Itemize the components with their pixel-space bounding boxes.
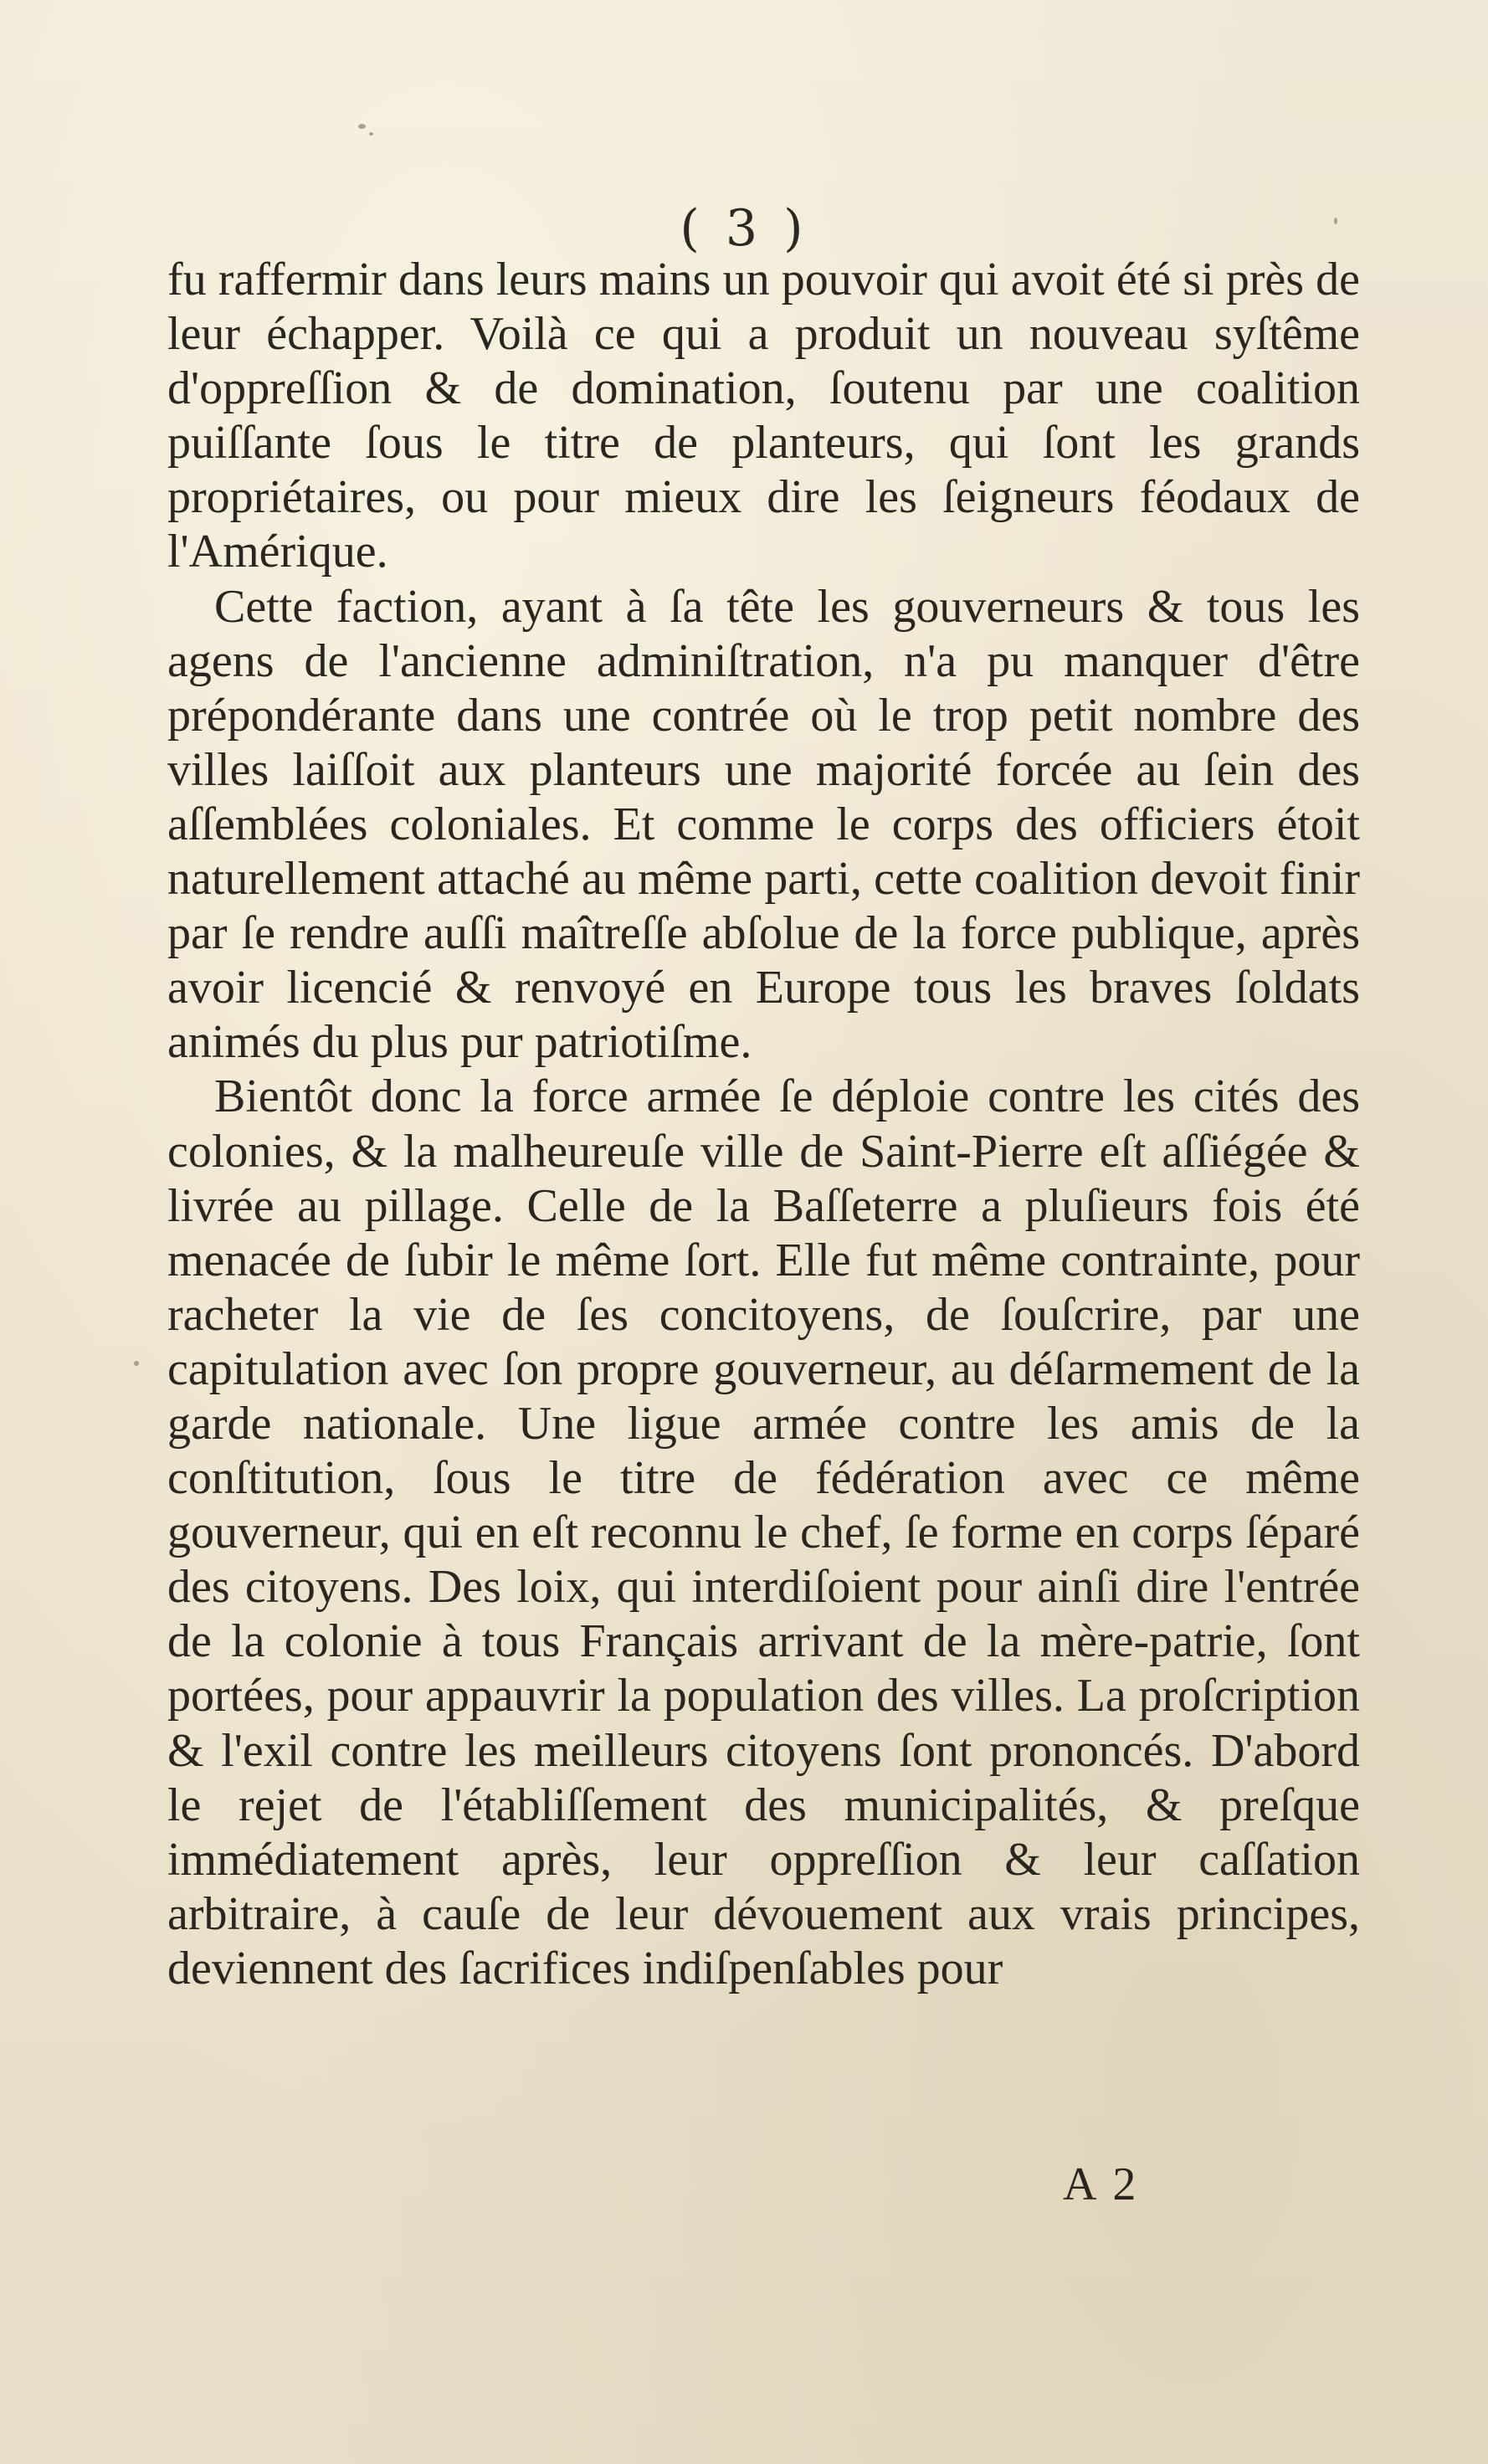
body-text <box>167 253 1360 1996</box>
ink-speck <box>358 124 366 129</box>
paragraph: Bientôt donc la force armée ſe déploie contre les cités des colonies, & la malheureuſe ville de Saint-Pierre eſt aſſiégée & livrée au pillage. Celle de la Baſſeterre a pluſieurs fois été menacée de ſubir le même ſort. Elle fut même contrainte, pour racheter la vie de ſes concitoyens, de ſouſcrire, par une capitulation avec ſon propre gouverneur, au déſarmement de la garde nationale. Une ligue armée contre les amis de la conſtitution, ſous le titre de fédération avec ce même gouverneur, qui en eſt reconnu le chef, ſe forme en corps ſéparé des citoyens. Des loix, qui interdiſoient pour ainſi dire l'entrée de la colonie à tous Français arrivant de la mère-patrie, ſont portées, pour appauvrir la population des villes. La proſcription & l'exil contre les meilleurs citoyens ſont prononcés. D'abord le rejet de l'établiſſement des municipalités, & preſque immédiatement après, leur oppreſſion & leur caſſation arbitraire, à cauſe de leur dévouement aux vrais principes, deviennent des ſacrifices indiſpenſables pour <box>167 1070 1360 1994</box>
ink-speck <box>369 132 373 136</box>
signature-mark: A 2 <box>1063 2159 1140 2210</box>
paragraph: fu raffermir dans leurs mains un pouvoir qui avoit été si près de leur échapper. Voilà ce qui a produit un nouveau syſtême d'oppreſſion & de domination, ſoutenu par une coalition puiſſante ſous le titre de planteurs, qui ſont les grands propriétaires, ou pour mieux dire les ſeigneurs féodaux de l'Amérique. <box>167 254 1360 578</box>
paragraph: Cette faction, ayant à ſa tête les gouverneurs & tous les agens de l'ancienne adminiſtration, n'a pu manquer d'être prépondérante dans une contrée où le trop petit nombre des villes laiſſoit aux planteurs une majorité forcée au ſein des aſſemblées coloniales. Et comme le corps des officiers étoit naturellement attaché au même parti, cette coalition devoit finir par ſe rendre auſſi maîtreſſe abſolue de la force publique, après avoir licencié & renvoyé en Europe tous les braves ſoldats animés du plus pur patriotiſme. <box>167 580 1360 1069</box>
ink-speck <box>134 1361 139 1366</box>
page-number: ( 3 ) <box>680 199 808 258</box>
